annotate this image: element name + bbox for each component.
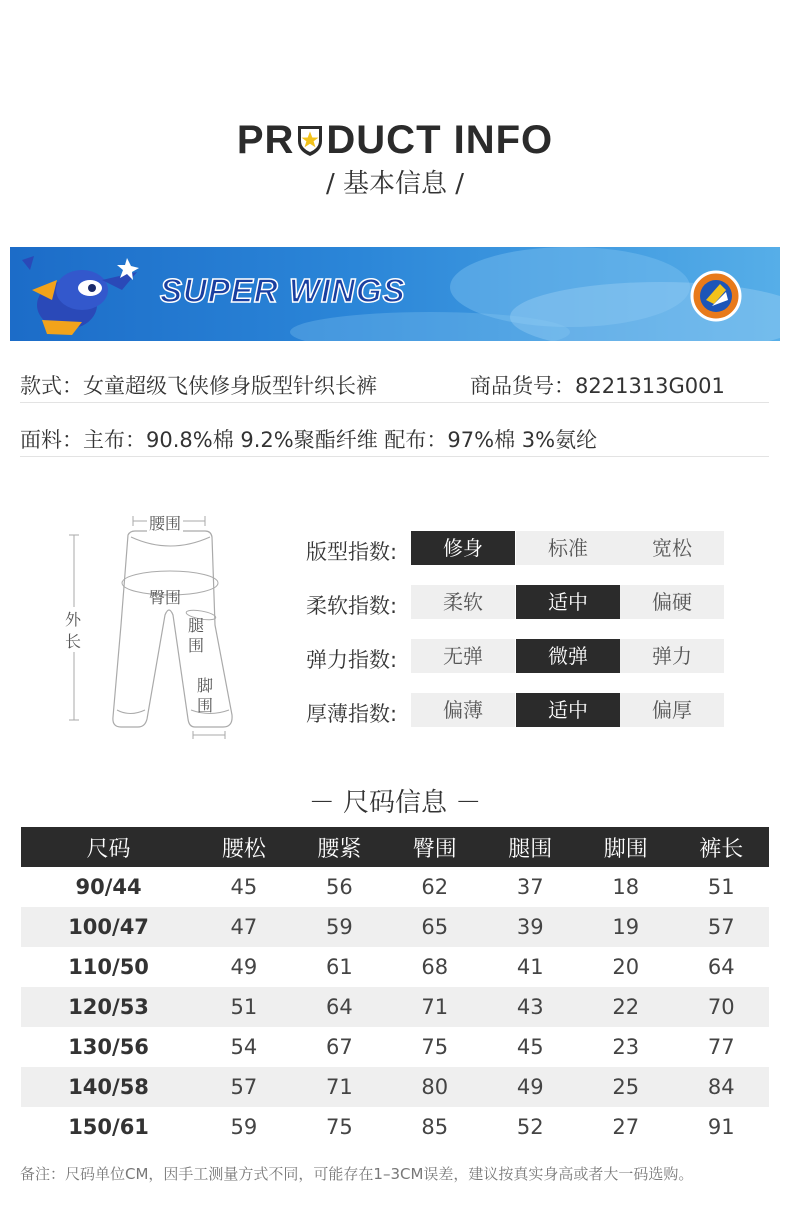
hip-label: 臀围 [149,588,182,607]
table-cell: 25 [578,1067,673,1107]
title-left: PR [236,118,295,162]
fabric-value: 主布：90.8%棉 9.2%聚酯纤维 配布：97%棉 3%氨纶 [83,428,598,452]
size-cell: 130/56 [68,1035,149,1059]
table-cell: 51 [707,875,735,899]
table-cell: 67 [325,1035,353,1059]
outer-length-label-2: 长 [65,629,81,652]
title-right: DUCT INFO [326,118,554,162]
softness-option-hard: 偏硬 [620,585,724,619]
size-cell: 140/58 [21,1067,196,1107]
table-cell: 61 [325,955,353,979]
table-cell: 51 [196,987,291,1027]
size-info-title: － 尺码信息 － [308,788,482,818]
subtitle: / 基本信息 / [325,169,465,199]
divider [20,402,769,403]
fit-option-loose: 宽松 [620,531,724,565]
table-cell: 68 [421,955,449,979]
table-cell: 18 [612,875,640,899]
header-length: 裤长 [673,827,769,867]
thickness-index-label: 厚薄指数: [306,702,398,726]
banner-title: SUPER WINGS [160,272,406,309]
table-cell: 84 [673,1067,769,1107]
size-cell: 90/44 [75,875,142,899]
table-cell: 19 [578,907,673,947]
table-cell: 62 [421,875,449,899]
table-cell: 59 [292,907,387,947]
table-cell: 71 [387,987,482,1027]
table-cell: 77 [707,1035,735,1059]
table-row [21,947,769,987]
super-wings-jerome-mascot [12,250,152,340]
sku-value: 8221313G001 [575,374,725,398]
table-cell: 41 [516,955,544,979]
table-cell: 49 [483,1067,578,1107]
table-cell: 56 [325,875,353,899]
fit-option-slim: 修身 [411,531,515,565]
table-row [21,1107,769,1147]
elasticity-index-label: 弹力指数: [306,648,398,672]
table-cell: 45 [516,1035,544,1059]
table-row [21,1067,769,1107]
table-cell: 39 [483,907,578,947]
table-cell: 80 [387,1067,482,1107]
softness-index-label: 柔软指数: [306,594,398,618]
softness-option-soft: 柔软 [411,585,515,619]
fabric-line [20,424,597,454]
table-cell: 64 [292,987,387,1027]
style-line [20,370,377,400]
thigh-label-1: 腿 [188,616,205,635]
table-cell: 85 [421,1115,449,1139]
header-hip: 臀围 [387,827,482,867]
size-cell: 110/50 [68,955,149,979]
elasticity-option-stretch: 弹力 [620,639,724,673]
thigh-label-2: 围 [188,636,205,655]
header-thigh: 腿围 [483,827,578,867]
star-shield-icon [295,122,325,156]
table-cell: 22 [578,987,673,1027]
table-cell: 65 [387,907,482,947]
size-cell: 150/61 [68,1115,149,1139]
elasticity-option-slight: 微弹 [516,639,620,673]
table-cell: 45 [230,875,258,899]
fit-option-standard: 标准 [516,531,620,565]
table-cell: 47 [196,907,291,947]
size-note: 备注：尺码单位CM，因手工测量方式不同，可能存在1–3CM误差，建议按真实身高或者大一码选购。 [20,1165,694,1183]
style-label: 款式： [20,374,83,398]
product-info-title [0,118,790,163]
sku-line [470,370,725,400]
size-table-header [21,827,769,867]
size-cell: 120/53 [21,987,196,1027]
divider [20,456,769,457]
table-row [21,987,769,1027]
table-cell: 27 [612,1115,640,1139]
size-cell: 100/47 [21,907,196,947]
table-cell: 75 [421,1035,449,1059]
thickness-option-thick: 偏厚 [620,693,724,727]
size-table [21,827,769,1147]
table-cell: 59 [230,1115,258,1139]
header-waist-tight: 腰紧 [292,827,387,867]
table-cell: 54 [230,1035,258,1059]
header-waist-relaxed: 腰松 [196,827,291,867]
ankle-label-2: 围 [197,696,214,715]
outer-length-label-1: 外 [65,607,81,630]
table-cell: 49 [230,955,258,979]
pants-measurement-diagram [55,505,240,745]
table-cell: 57 [673,907,769,947]
table-cell: 64 [707,955,735,979]
header-ankle: 脚围 [578,827,673,867]
table-cell: 20 [612,955,640,979]
super-wings-round-logo [690,270,742,322]
fabric-label: 面料： [20,428,83,452]
table-cell: 43 [483,987,578,1027]
table-cell: 57 [196,1067,291,1107]
table-cell: 75 [325,1115,353,1139]
header-size: 尺码 [21,827,196,867]
table-cell: 91 [707,1115,735,1139]
softness-option-medium: 适中 [516,585,620,619]
sku-label: 商品货号： [470,374,575,398]
thickness-option-medium: 适中 [516,693,620,727]
elasticity-option-none: 无弹 [411,639,515,673]
table-cell: 37 [516,875,544,899]
table-cell: 52 [516,1115,544,1139]
fit-index-label: 版型指数: [306,540,398,564]
table-row [21,867,769,907]
table-cell: 71 [292,1067,387,1107]
waist-label: 腰围 [147,511,183,534]
table-row [21,1027,769,1067]
table-row [21,907,769,947]
thickness-option-thin: 偏薄 [411,693,515,727]
table-cell: 70 [673,987,769,1027]
ankle-label-1: 脚 [197,676,214,695]
style-value: 女童超级飞侠修身版型针织长裤 [83,374,377,398]
table-cell: 23 [612,1035,640,1059]
